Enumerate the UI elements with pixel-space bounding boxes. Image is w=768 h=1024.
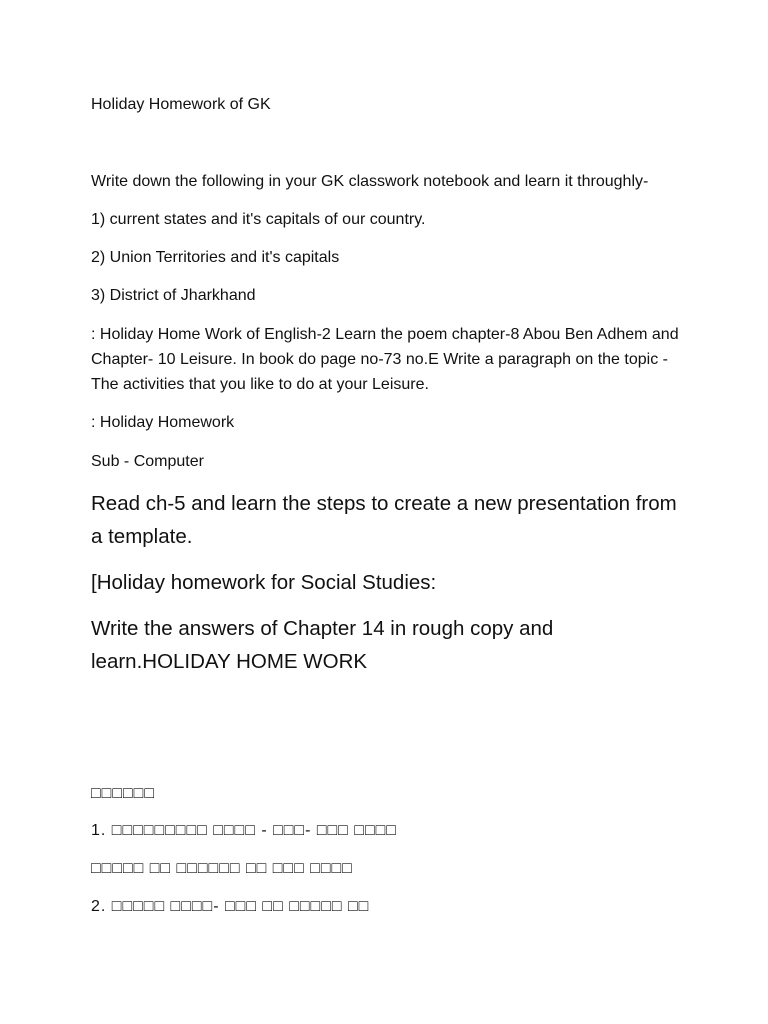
hindi-line-1: 1. □□□□□□□□□ □□□□ - □□□- □□□ □□□□	[91, 822, 397, 839]
hindi-heading: □□□□□□	[91, 785, 155, 802]
gk-item-3: 3) District of Jharkhand	[91, 287, 256, 304]
computer-task: Read ch-5 and learn the steps to create a new presentation from a template.	[91, 492, 677, 548]
social-studies-heading: [Holiday homework for Social Studies:	[91, 571, 437, 594]
computer-homework-heading: : Holiday Homework	[91, 414, 235, 431]
hindi-line-2: □□□□□ □□ □□□□□□ □□ □□□ □□□□	[91, 860, 353, 877]
english-homework-paragraph: : Holiday Home Work of English-2 Learn the poem chapter-8 Abou Ben Adhem and Chapter- 10 Leisure. In book do page no-73 no.E Write a paragraph on the topic - The activities that you like to do at your Leisure.	[91, 326, 679, 393]
page-heading: Holiday Homework of GK	[91, 96, 271, 113]
gk-instruction: Write down the following in your GK classwork notebook and learn it throughly-	[91, 173, 649, 190]
gk-item-2: 2) Union Territories and it's capitals	[91, 249, 340, 266]
gk-item-1: 1) current states and it's capitals of our country.	[91, 211, 426, 228]
hindi-line-3: 2. □□□□□ □□□□- □□□ □□ □□□□□ □□	[91, 898, 370, 915]
computer-subject: Sub - Computer	[91, 453, 204, 470]
social-studies-task: Write the answers of Chapter 14 in rough copy and learn.HOLIDAY HOME WORK	[91, 617, 554, 673]
